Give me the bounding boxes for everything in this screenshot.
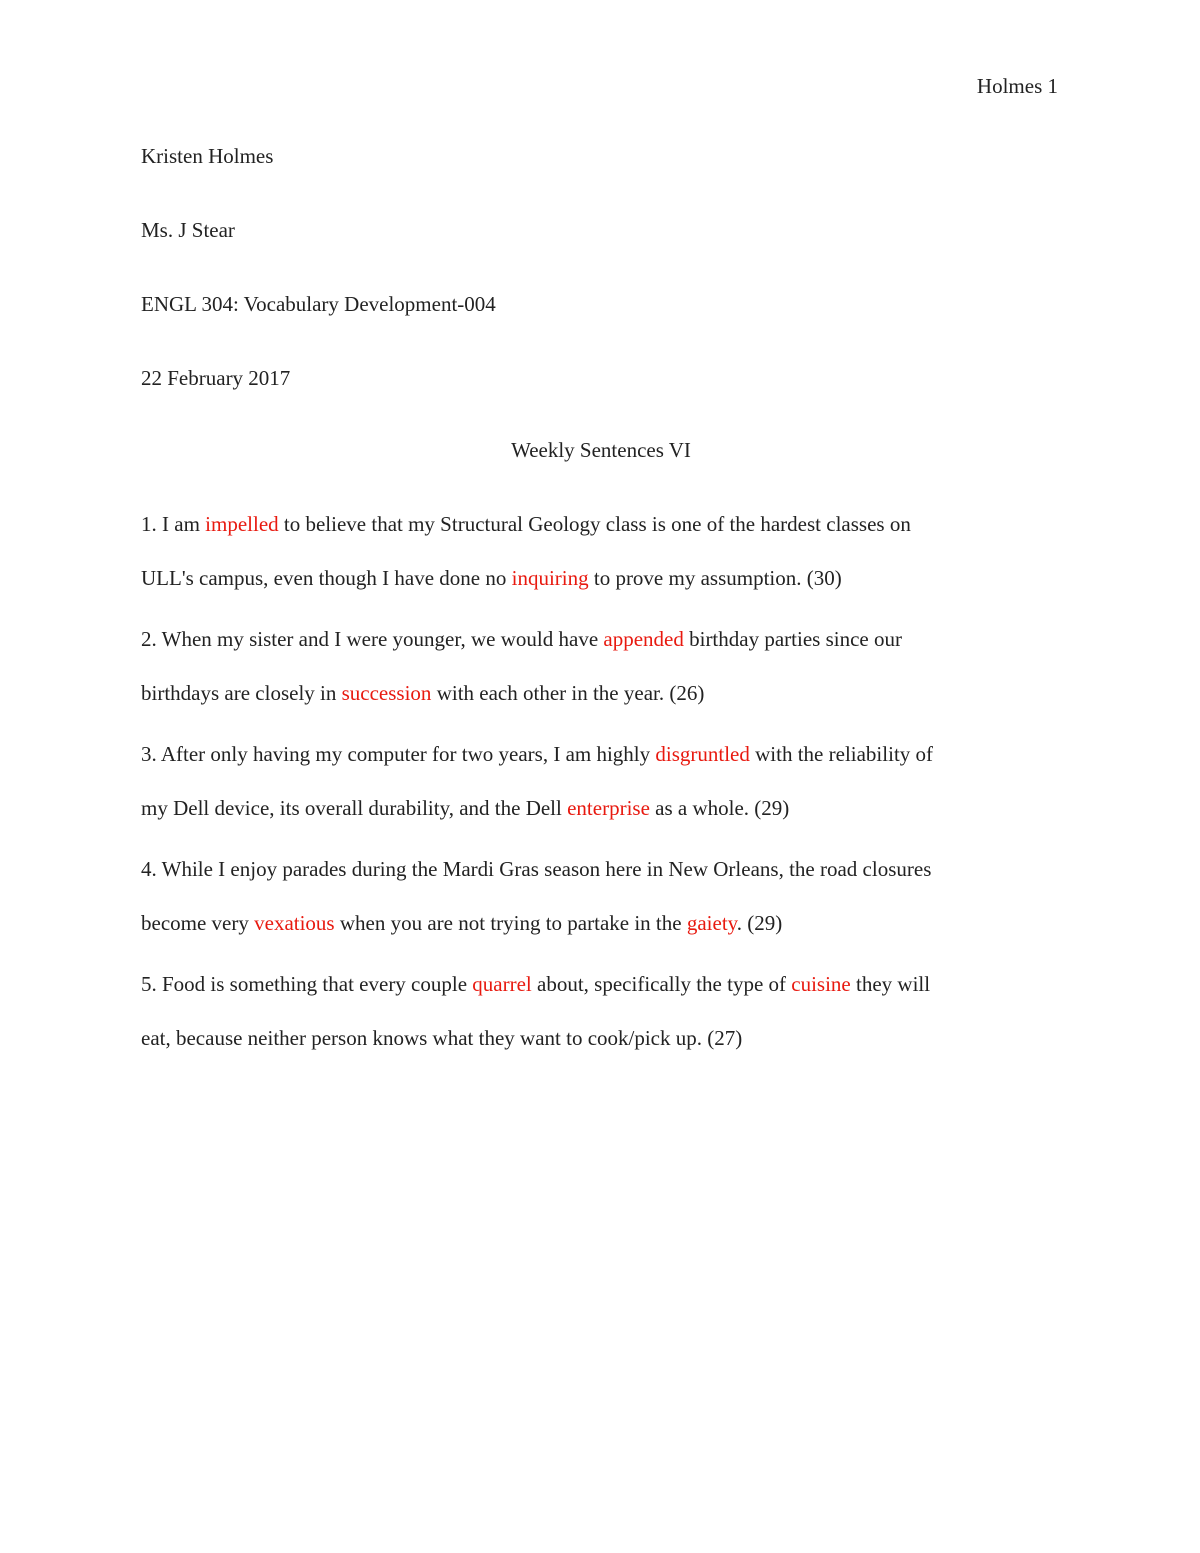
sentence-text: become very <box>141 911 255 935</box>
sentence-paragraph <box>141 612 1046 720</box>
sentence-text: ULL's campus, even though I have done no <box>141 566 512 590</box>
vocab-word: appended <box>603 627 684 651</box>
mla-heading <box>141 142 1061 438</box>
sentence-text: with the reliability of <box>749 742 934 766</box>
document-title: Weekly Sentences VI <box>511 438 691 462</box>
course-name: ENGL 304: Vocabulary Development-004 <box>141 292 496 316</box>
vocab-word: enterprise <box>567 796 650 820</box>
sentence-line <box>141 957 1046 1011</box>
vocab-word: impelled <box>205 512 279 536</box>
sentence-line <box>141 842 1046 896</box>
sentence-paragraph <box>141 842 1046 950</box>
student-name: Kristen Holmes <box>141 144 274 168</box>
sentence-text: with each other in the year. (26) <box>431 681 705 705</box>
running-head: Holmes 1 <box>976 74 1058 98</box>
sentence-text: birthday parties since our <box>683 627 902 651</box>
assignment-date: 22 February 2017 <box>141 366 291 390</box>
sentence-text: as a whole. (29) <box>649 796 790 820</box>
vocab-word: inquiring <box>511 566 589 590</box>
sentence-list <box>141 510 1046 1085</box>
sentence-paragraph <box>141 727 1046 835</box>
sentence-text: 5. Food is something that every couple <box>141 972 473 996</box>
sentence-text: eat, because neither person knows what they want to cook/pick up. (27) <box>141 1026 743 1050</box>
sentence-text: . (29) <box>736 911 783 935</box>
vocab-word: vexatious <box>254 911 335 935</box>
sentence-text: to believe that my Structural Geology class is one of the hardest classes on <box>278 512 911 536</box>
sentence-line <box>141 1011 1046 1065</box>
sentence-text: when you are not trying to partake in the <box>334 911 687 935</box>
sentence-text: 2. When my sister and I were younger, we would have <box>141 627 604 651</box>
sentence-paragraph <box>141 497 1046 605</box>
sentence-paragraph <box>141 957 1046 1065</box>
vocab-word: gaiety <box>686 911 737 935</box>
sentence-text: my Dell device, its overall durability, and the Dell <box>141 796 568 820</box>
sentence-line <box>141 551 1046 605</box>
sentence-text: 1. I am <box>141 512 206 536</box>
sentence-text: 3. After only having my computer for two years, I am highly <box>141 742 656 766</box>
sentence-text: they will <box>850 972 931 996</box>
sentence-text: about, specifically the type of <box>531 972 792 996</box>
sentence-line <box>141 781 1046 835</box>
sentence-text: to prove my assumption. (30) <box>588 566 842 590</box>
vocab-word: succession <box>341 681 432 705</box>
sentence-line <box>141 497 1046 551</box>
vocab-word: cuisine <box>791 972 851 996</box>
sentence-text: birthdays are closely in <box>141 681 342 705</box>
sentence-line <box>141 612 1046 666</box>
vocab-word: disgruntled <box>655 742 750 766</box>
vocab-word: quarrel <box>472 972 532 996</box>
instructor-name: Ms. J Stear <box>141 218 235 242</box>
sentence-line <box>141 896 1046 950</box>
sentence-text: 4. While I enjoy parades during the Mardi Gras season here in New Orleans, the road closures <box>141 857 932 881</box>
sentence-line <box>141 727 1046 781</box>
sentence-line <box>141 666 1046 720</box>
